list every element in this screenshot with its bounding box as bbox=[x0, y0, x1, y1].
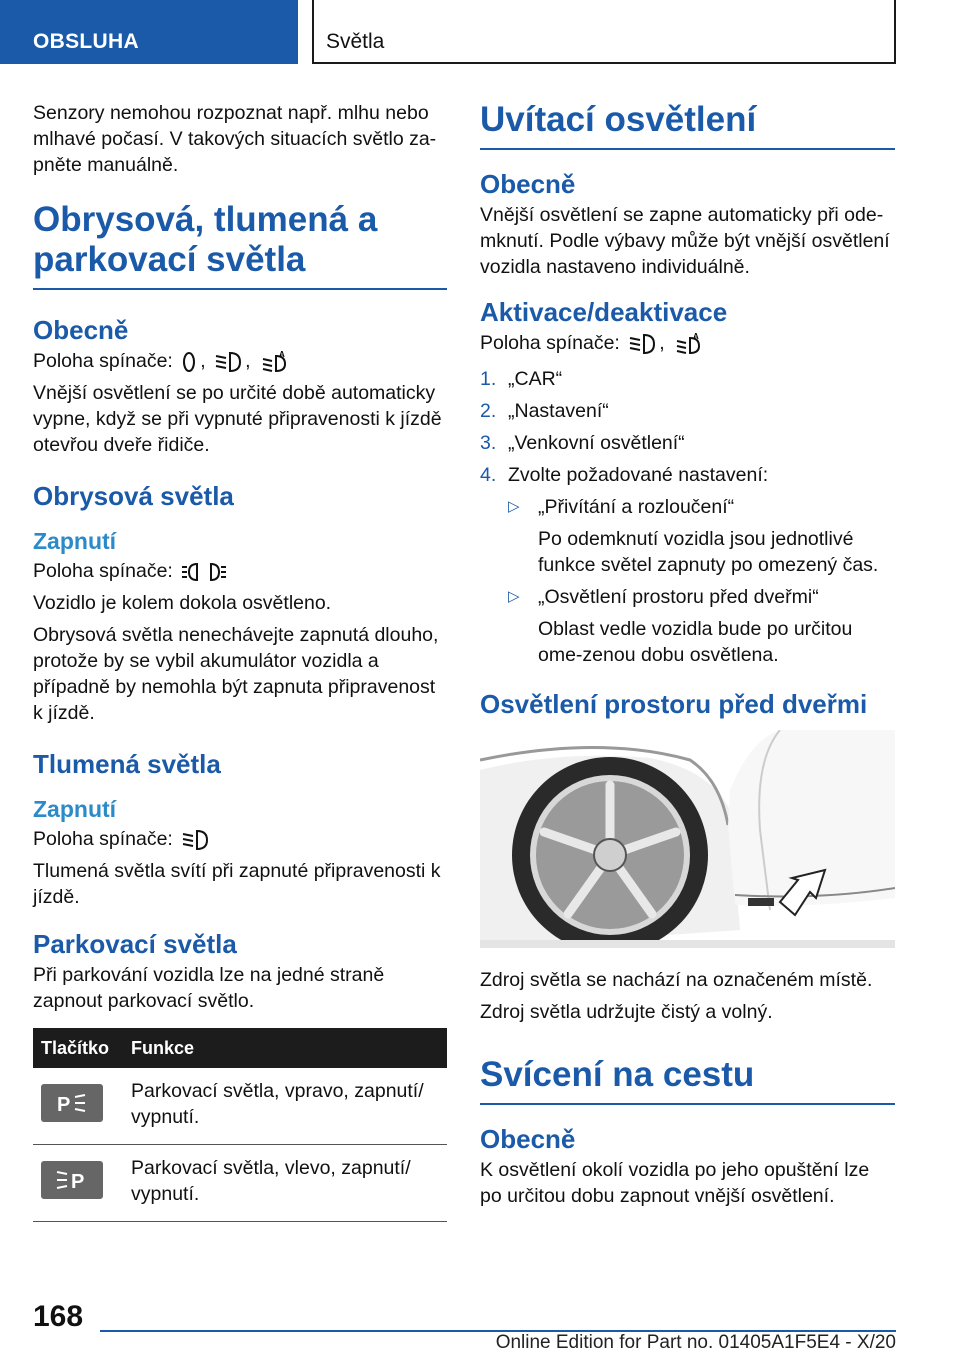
car-wheel-photo bbox=[480, 730, 895, 948]
svg-text:A: A bbox=[278, 349, 285, 359]
option-description: Oblast vedle vozidla bude po určitou ome-zenou dobu osvětlena. bbox=[538, 618, 853, 666]
table-header-function: Funkce bbox=[123, 1028, 447, 1068]
switch-position-line: Poloha spínače: bbox=[33, 826, 447, 852]
list-item: 3. „Venkovní osvětlení“ bbox=[480, 432, 685, 454]
switch-position-line: Poloha spínače: , , A bbox=[33, 348, 447, 374]
heading-obecne-3: Obecně bbox=[480, 1124, 576, 1154]
left-column bbox=[33, 100, 447, 1222]
welcome-obecne-text: Vnější osvětlení se zapne automaticky při ode-mknutí. Podle výbavy může být vnější osvětlení vozidla nastaveno individuálně. bbox=[480, 204, 890, 278]
auto-light-icon bbox=[673, 332, 703, 356]
obrysova-text-1: Vozidlo je kolem dokola osvětleno. bbox=[33, 592, 332, 614]
section-tab bbox=[0, 0, 298, 64]
heading-obecne-2: Obecně bbox=[480, 169, 576, 199]
subheading-zapnuti-1: Zapnutí bbox=[33, 528, 117, 554]
obrysova-text-2: Obrysová světla nenechávejte zapnutá dlouho, protože by se vybil akumulátor vozidla a případně by nemohla být zapnuta připravenost k jízdě. bbox=[33, 624, 439, 724]
prostor-text-1: Zdroj světla se nachází na označeném místě. bbox=[480, 969, 873, 991]
path-light-text: K osvětlení okolí vozidla po jeho opuštění lze po určitou dobu zapnout vnější osvětlení. bbox=[480, 1159, 870, 1207]
option-item: ▷ „Osvětlení prostoru před dveřmi“ bbox=[508, 586, 819, 608]
table-cell-function: Parkovací světla, vlevo, zapnutí/ vypnutí. bbox=[123, 1145, 447, 1222]
section-heading-welcome: Uvítací osvětlení bbox=[480, 100, 895, 150]
section-heading-path-light: Svícení na cestu bbox=[480, 1055, 895, 1105]
switch-position-line: Poloha spínače: bbox=[33, 558, 447, 584]
table-row bbox=[33, 1068, 447, 1145]
obecne-text: Vnější osvětlení se po určité době automaticky vypne, když se při vypnuté připravenosti k jízdě otevřou dveře řidiče. bbox=[33, 382, 442, 456]
zero-position-icon bbox=[181, 350, 197, 374]
parking-light-left-icon bbox=[41, 1161, 103, 1199]
chapter-title: Světla bbox=[326, 30, 385, 53]
low-beam-icon bbox=[181, 828, 209, 852]
heading-obecne: Obecně bbox=[33, 315, 129, 345]
parking-light-right-icon bbox=[41, 1084, 103, 1122]
right-column bbox=[480, 100, 895, 1215]
edition-text: Online Edition for Part no. 01405A1F5E4 - X/20 bbox=[495, 1332, 896, 1353]
chapter-tab bbox=[312, 0, 896, 64]
table-row bbox=[33, 1145, 447, 1222]
table-cell-function: Parkovací světla, vpravo, zapnutí/ vypnutí. bbox=[123, 1068, 447, 1145]
activation-steps bbox=[480, 366, 895, 488]
page-number: 168 bbox=[33, 1300, 84, 1333]
subheading-zapnuti-2: Zapnutí bbox=[33, 796, 117, 822]
low-beam-icon bbox=[628, 332, 656, 356]
heading-aktivace: Aktivace/deaktivace bbox=[480, 297, 728, 327]
low-beam-icon bbox=[214, 350, 242, 374]
parking-lights-table bbox=[33, 1028, 447, 1222]
parkovaci-text: Při parkování vozidla lze na jedné straně zapnout parkovací světlo. bbox=[33, 964, 385, 1012]
heading-parkovaci: Parkovací světla bbox=[33, 929, 237, 959]
list-item: 1. „CAR“ bbox=[480, 368, 563, 390]
section-title: OBSLUHA bbox=[33, 30, 139, 53]
triangle-bullet-icon: ▷ bbox=[508, 498, 520, 515]
auto-light-icon bbox=[259, 350, 289, 374]
heading-tlumena: Tlumená světla bbox=[33, 749, 221, 779]
heading-prostor: Osvětlení prostoru před dveřmi bbox=[480, 689, 868, 719]
svg-text:P: P bbox=[57, 1094, 71, 1115]
svg-text:A: A bbox=[693, 331, 699, 341]
prostor-text-2: Zdroj světla udržujte čistý a volný. bbox=[480, 1001, 773, 1023]
switch-position-line: Poloha spínače: , A bbox=[480, 330, 895, 356]
parking-lights-icon bbox=[181, 560, 227, 584]
section-heading-lights: Obrysová, tlumená a parkovací světla bbox=[33, 200, 447, 290]
heading-obrysova: Obrysová světla bbox=[33, 481, 234, 511]
list-item: 4. Zvolte požadované nastavení: bbox=[480, 464, 769, 486]
triangle-bullet-icon: ▷ bbox=[508, 588, 520, 605]
list-item: 2. „Nastavení“ bbox=[480, 400, 609, 422]
svg-text:P: P bbox=[71, 1171, 85, 1192]
option-item: ▷ „Přivítání a rozloučení“ bbox=[508, 496, 735, 518]
table-header-button: Tlačítko bbox=[33, 1028, 123, 1068]
tlumena-text: Tlumená světla svítí při zapnuté připravenosti k jízdě. bbox=[33, 860, 441, 908]
option-description: Po odemknutí vozidla jsou jednotlivé funkce světel zapnuty po omezený čas. bbox=[538, 528, 879, 576]
intro-text: Senzory nemohou rozpoznat např. mlhu nebo mlhavé počasí. V takových situacích světlo za-pněte manuálně. bbox=[33, 102, 437, 176]
